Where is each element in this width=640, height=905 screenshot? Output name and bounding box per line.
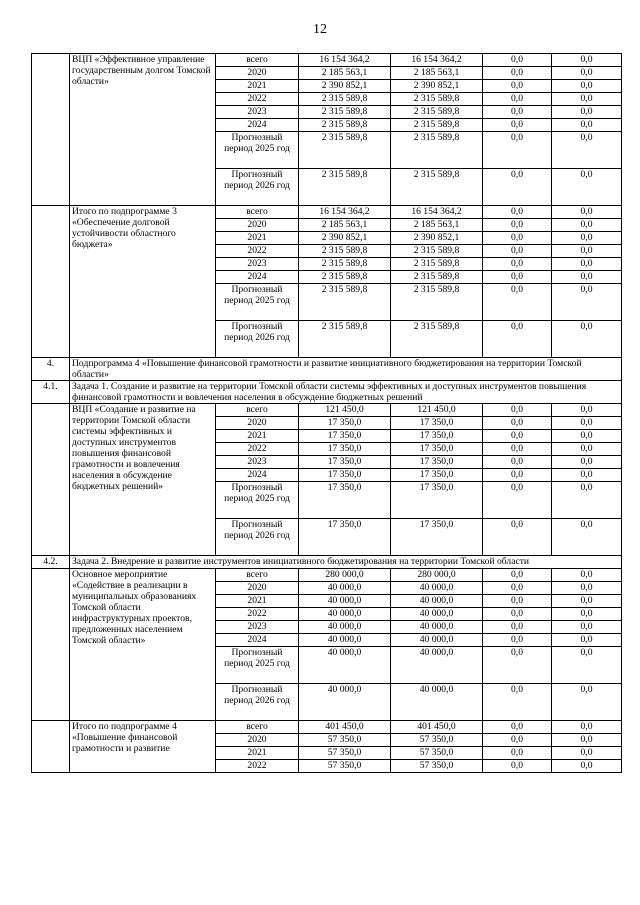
section-index: 4.2. <box>32 556 70 569</box>
regional-budget-cell: 121 450,0 <box>391 404 483 417</box>
regional-budget-cell: 17 350,0 <box>391 482 483 519</box>
year-cell: 2022 <box>216 608 299 621</box>
regional-budget-cell: 2 315 589,8 <box>391 284 483 321</box>
item-name: Основное мероприятие «Содействие в реализации в муниципальных образованиях Томской области инфраструктурных проектов, предложенных населением Томской области» <box>70 569 216 721</box>
column-6-cell: 0,0 <box>552 404 622 417</box>
regional-budget-cell: 17 350,0 <box>391 430 483 443</box>
section-index: 4.1. <box>32 381 70 404</box>
column-6-cell: 0,0 <box>552 721 622 734</box>
year-cell: 2020 <box>216 417 299 430</box>
section-index: 4. <box>32 358 70 381</box>
regional-budget-cell: 40 000,0 <box>391 684 483 721</box>
regional-budget-cell: 2 185 563,1 <box>391 67 483 80</box>
column-6-cell: 0,0 <box>552 608 622 621</box>
column-5-cell: 0,0 <box>483 647 552 684</box>
total-cell: 401 450,0 <box>299 721 391 734</box>
total-cell: 57 350,0 <box>299 760 391 773</box>
column-5-cell: 0,0 <box>483 443 552 456</box>
total-cell: 17 350,0 <box>299 482 391 519</box>
column-6-cell: 0,0 <box>552 747 622 760</box>
total-cell: 17 350,0 <box>299 469 391 482</box>
column-6-cell: 0,0 <box>552 271 622 284</box>
column-5-cell: 0,0 <box>483 760 552 773</box>
column-6-cell: 0,0 <box>552 482 622 519</box>
total-cell: 40 000,0 <box>299 595 391 608</box>
year-cell: Прогнозный период 2025 год <box>216 482 299 519</box>
column-5-cell: 0,0 <box>483 417 552 430</box>
total-cell: 40 000,0 <box>299 608 391 621</box>
column-6-cell: 0,0 <box>552 132 622 169</box>
column-6-cell: 0,0 <box>552 169 622 206</box>
total-cell: 2 315 589,8 <box>299 284 391 321</box>
column-6-cell: 0,0 <box>552 430 622 443</box>
total-cell: 2 315 589,8 <box>299 106 391 119</box>
column-6-cell: 0,0 <box>552 582 622 595</box>
column-5-cell: 0,0 <box>483 595 552 608</box>
column-6-cell: 0,0 <box>552 595 622 608</box>
year-cell: всего <box>216 206 299 219</box>
column-6-cell: 0,0 <box>552 456 622 469</box>
column-5-cell: 0,0 <box>483 721 552 734</box>
year-cell: всего <box>216 721 299 734</box>
item-name: ВЦП «Эффективное управление государственным долгом Томской области» <box>70 54 216 206</box>
column-6-cell: 0,0 <box>552 621 622 634</box>
regional-budget-cell: 40 000,0 <box>391 621 483 634</box>
total-cell: 57 350,0 <box>299 734 391 747</box>
regional-budget-cell: 2 390 852,1 <box>391 80 483 93</box>
column-6-cell: 0,0 <box>552 321 622 358</box>
column-6-cell: 0,0 <box>552 569 622 582</box>
year-cell: 2022 <box>216 443 299 456</box>
total-cell: 16 154 364,2 <box>299 54 391 67</box>
column-5-cell: 0,0 <box>483 219 552 232</box>
year-cell: 2024 <box>216 119 299 132</box>
column-5-cell: 0,0 <box>483 634 552 647</box>
total-cell: 40 000,0 <box>299 634 391 647</box>
year-cell: 2023 <box>216 258 299 271</box>
item-name: Итого по подпрограмме 3 «Обеспечение долговой устойчивости областного бюджета» <box>70 206 216 358</box>
total-cell: 2 185 563,1 <box>299 67 391 80</box>
section-header-row <box>32 358 622 381</box>
year-cell: 2022 <box>216 245 299 258</box>
column-5-cell: 0,0 <box>483 258 552 271</box>
column-5-cell: 0,0 <box>483 80 552 93</box>
column-5-cell: 0,0 <box>483 747 552 760</box>
regional-budget-cell: 2 315 589,8 <box>391 321 483 358</box>
total-cell: 2 315 589,8 <box>299 245 391 258</box>
regional-budget-cell: 280 000,0 <box>391 569 483 582</box>
table-row <box>32 206 622 219</box>
column-5-cell: 0,0 <box>483 519 552 556</box>
column-6-cell: 0,0 <box>552 232 622 245</box>
row-index <box>32 54 70 206</box>
regional-budget-cell: 2 315 589,8 <box>391 245 483 258</box>
year-cell: 2021 <box>216 595 299 608</box>
total-cell: 17 350,0 <box>299 519 391 556</box>
column-5-cell: 0,0 <box>483 132 552 169</box>
regional-budget-cell: 2 185 563,1 <box>391 219 483 232</box>
section-title: Задача 1. Создание и развитие на территории Томской области системы эффективных и доступных инструментов повышения финансовой грамотности и вовлечения населения в обсуждение бюджетных решений <box>70 381 622 404</box>
year-cell: 2021 <box>216 430 299 443</box>
year-cell: Прогнозный период 2026 год <box>216 321 299 358</box>
column-5-cell: 0,0 <box>483 271 552 284</box>
column-5-cell: 0,0 <box>483 569 552 582</box>
year-cell: 2020 <box>216 734 299 747</box>
column-5-cell: 0,0 <box>483 469 552 482</box>
column-6-cell: 0,0 <box>552 469 622 482</box>
column-5-cell: 0,0 <box>483 684 552 721</box>
regional-budget-cell: 2 315 589,8 <box>391 271 483 284</box>
regional-budget-cell: 17 350,0 <box>391 469 483 482</box>
table-row <box>32 721 622 734</box>
total-cell: 2 315 589,8 <box>299 119 391 132</box>
column-5-cell: 0,0 <box>483 456 552 469</box>
total-cell: 2 390 852,1 <box>299 80 391 93</box>
regional-budget-cell: 40 000,0 <box>391 647 483 684</box>
table-row <box>32 54 622 67</box>
year-cell: Прогнозный период 2026 год <box>216 169 299 206</box>
column-5-cell: 0,0 <box>483 169 552 206</box>
column-5-cell: 0,0 <box>483 482 552 519</box>
total-cell: 2 315 589,8 <box>299 321 391 358</box>
year-cell: 2022 <box>216 760 299 773</box>
column-6-cell: 0,0 <box>552 284 622 321</box>
regional-budget-cell: 57 350,0 <box>391 734 483 747</box>
total-cell: 2 185 563,1 <box>299 219 391 232</box>
total-cell: 17 350,0 <box>299 417 391 430</box>
year-cell: 2020 <box>216 219 299 232</box>
year-cell: Прогнозный период 2026 год <box>216 684 299 721</box>
year-cell: 2023 <box>216 456 299 469</box>
table-row <box>32 404 622 417</box>
regional-budget-cell: 2 315 589,8 <box>391 169 483 206</box>
total-cell: 2 315 589,8 <box>299 132 391 169</box>
year-cell: 2020 <box>216 582 299 595</box>
column-5-cell: 0,0 <box>483 106 552 119</box>
regional-budget-cell: 2 315 589,8 <box>391 258 483 271</box>
regional-budget-cell: 2 315 589,8 <box>391 93 483 106</box>
page-number: 12 <box>313 22 327 37</box>
budget-table-body <box>32 54 622 773</box>
row-index <box>32 206 70 358</box>
total-cell: 121 450,0 <box>299 404 391 417</box>
regional-budget-cell: 2 315 589,8 <box>391 106 483 119</box>
column-5-cell: 0,0 <box>483 608 552 621</box>
column-6-cell: 0,0 <box>552 684 622 721</box>
total-cell: 40 000,0 <box>299 621 391 634</box>
column-6-cell: 0,0 <box>552 106 622 119</box>
year-cell: 2021 <box>216 747 299 760</box>
column-5-cell: 0,0 <box>483 284 552 321</box>
year-cell: 2023 <box>216 621 299 634</box>
section-title: Задача 2. Внедрение и развитие инструментов инициативного бюджетирования на территории Томской области <box>70 556 622 569</box>
total-cell: 17 350,0 <box>299 443 391 456</box>
total-cell: 2 315 589,8 <box>299 258 391 271</box>
regional-budget-cell: 17 350,0 <box>391 456 483 469</box>
year-cell: 2024 <box>216 469 299 482</box>
year-cell: всего <box>216 404 299 417</box>
column-6-cell: 0,0 <box>552 258 622 271</box>
column-6-cell: 0,0 <box>552 206 622 219</box>
column-6-cell: 0,0 <box>552 245 622 258</box>
column-5-cell: 0,0 <box>483 93 552 106</box>
total-cell: 17 350,0 <box>299 456 391 469</box>
regional-budget-cell: 40 000,0 <box>391 634 483 647</box>
item-name: ВЦП «Создание и развитие на территории Томской области системы эффективных и доступных инструментов повышения финансовой грамотности и вовлечения населения в обсуждение бюджетных решений» <box>70 404 216 556</box>
section-title: Подпрограмма 4 «Повышение финансовой грамотности и развитие инициативного бюджетирования на территории Томской области» <box>70 358 622 381</box>
year-cell: 2021 <box>216 80 299 93</box>
column-5-cell: 0,0 <box>483 67 552 80</box>
year-cell: всего <box>216 54 299 67</box>
total-cell: 40 000,0 <box>299 647 391 684</box>
total-cell: 2 315 589,8 <box>299 93 391 106</box>
regional-budget-cell: 2 315 589,8 <box>391 132 483 169</box>
total-cell: 17 350,0 <box>299 430 391 443</box>
column-6-cell: 0,0 <box>552 219 622 232</box>
year-cell: Прогнозный период 2025 год <box>216 284 299 321</box>
column-6-cell: 0,0 <box>552 119 622 132</box>
column-6-cell: 0,0 <box>552 443 622 456</box>
column-5-cell: 0,0 <box>483 621 552 634</box>
column-5-cell: 0,0 <box>483 734 552 747</box>
year-cell: 2021 <box>216 232 299 245</box>
column-5-cell: 0,0 <box>483 119 552 132</box>
row-index <box>32 569 70 721</box>
column-6-cell: 0,0 <box>552 80 622 93</box>
column-5-cell: 0,0 <box>483 582 552 595</box>
regional-budget-cell: 2 390 852,1 <box>391 232 483 245</box>
column-5-cell: 0,0 <box>483 430 552 443</box>
column-6-cell: 0,0 <box>552 634 622 647</box>
year-cell: всего <box>216 569 299 582</box>
column-6-cell: 0,0 <box>552 760 622 773</box>
column-6-cell: 0,0 <box>552 734 622 747</box>
column-6-cell: 0,0 <box>552 67 622 80</box>
column-5-cell: 0,0 <box>483 206 552 219</box>
regional-budget-cell: 40 000,0 <box>391 595 483 608</box>
table-row <box>32 569 622 582</box>
year-cell: Прогнозный период 2025 год <box>216 132 299 169</box>
column-6-cell: 0,0 <box>552 54 622 67</box>
total-cell: 57 350,0 <box>299 747 391 760</box>
column-5-cell: 0,0 <box>483 54 552 67</box>
item-name: Итого по подпрограмме 4 «Повышение финансовой грамотности и развитие <box>70 721 216 773</box>
regional-budget-cell: 401 450,0 <box>391 721 483 734</box>
total-cell: 40 000,0 <box>299 582 391 595</box>
year-cell: 2023 <box>216 106 299 119</box>
row-index <box>32 404 70 556</box>
regional-budget-cell: 16 154 364,2 <box>391 206 483 219</box>
regional-budget-cell: 17 350,0 <box>391 417 483 430</box>
year-cell: Прогнозный период 2026 год <box>216 519 299 556</box>
regional-budget-cell: 17 350,0 <box>391 519 483 556</box>
regional-budget-cell: 2 315 589,8 <box>391 119 483 132</box>
year-cell: 2024 <box>216 271 299 284</box>
row-index <box>32 721 70 773</box>
year-cell: 2022 <box>216 93 299 106</box>
section-header-row <box>32 556 622 569</box>
column-5-cell: 0,0 <box>483 232 552 245</box>
year-cell: Прогнозный период 2025 год <box>216 647 299 684</box>
total-cell: 2 315 589,8 <box>299 271 391 284</box>
regional-budget-cell: 17 350,0 <box>391 443 483 456</box>
regional-budget-cell: 40 000,0 <box>391 608 483 621</box>
total-cell: 2 390 852,1 <box>299 232 391 245</box>
column-6-cell: 0,0 <box>552 519 622 556</box>
column-5-cell: 0,0 <box>483 245 552 258</box>
column-6-cell: 0,0 <box>552 93 622 106</box>
column-5-cell: 0,0 <box>483 404 552 417</box>
total-cell: 2 315 589,8 <box>299 169 391 206</box>
column-6-cell: 0,0 <box>552 417 622 430</box>
total-cell: 40 000,0 <box>299 684 391 721</box>
year-cell: 2020 <box>216 67 299 80</box>
year-cell: 2024 <box>216 634 299 647</box>
regional-budget-cell: 57 350,0 <box>391 747 483 760</box>
regional-budget-cell: 57 350,0 <box>391 760 483 773</box>
column-6-cell: 0,0 <box>552 647 622 684</box>
column-5-cell: 0,0 <box>483 321 552 358</box>
budget-table <box>31 53 622 773</box>
regional-budget-cell: 16 154 364,2 <box>391 54 483 67</box>
section-header-row <box>32 381 622 404</box>
total-cell: 16 154 364,2 <box>299 206 391 219</box>
regional-budget-cell: 40 000,0 <box>391 582 483 595</box>
total-cell: 280 000,0 <box>299 569 391 582</box>
